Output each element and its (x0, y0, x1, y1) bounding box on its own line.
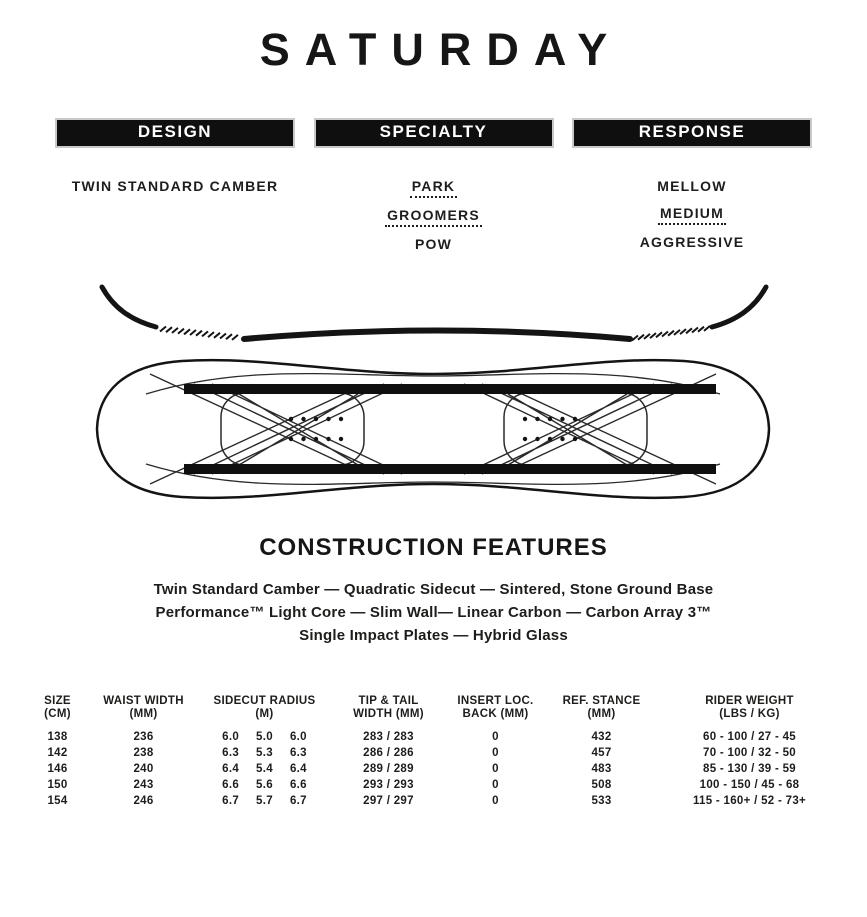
cell-rider-weight: 115 - 160+ / 52 - 73+ (692, 795, 807, 807)
cell-size: 138 (47, 731, 68, 743)
specialty-header-bar: SPECIALTY (314, 118, 554, 148)
board-diagrams (89, 280, 779, 508)
cell-waist-width: 243 (133, 779, 154, 791)
snowboard-top-view-diagram (94, 352, 774, 508)
cell-insert-back: 0 (492, 779, 499, 791)
cell-ref-stance: 432 (591, 731, 612, 743)
design-column (55, 118, 295, 254)
cell-waist-width: 236 (133, 731, 154, 743)
construction-features-section (0, 534, 867, 647)
header-waist-width: WAIST WIDTH (MM) (103, 695, 184, 720)
design-value: TWIN STANDARD CAMBER (71, 178, 279, 194)
camber-side-profile-diagram (94, 280, 774, 346)
construction-line-1: Twin Standard Camber — Quadratic Sidecut — Sintered, Stone Ground Base (153, 581, 714, 598)
cell-size: 150 (47, 779, 68, 791)
header-insert-loc-back: INSERT LOC. BACK (MM) (457, 695, 534, 720)
cell-waist-width: 246 (133, 795, 154, 807)
cell-rider-weight: 85 - 130 / 39 - 59 (703, 763, 796, 775)
table-row (28, 761, 840, 777)
cell-size: 154 (47, 795, 68, 807)
cell-sidecut: 6.0 5.0 6.0 (222, 731, 307, 743)
construction-features-heading: CONSTRUCTION FEATURES (259, 534, 608, 561)
cell-waist-width: 238 (133, 747, 154, 759)
cell-tip-tail: 283 / 283 (363, 731, 414, 743)
header-sidecut-radius: SIDECUT RADIUS (M) (213, 695, 316, 720)
cell-size: 142 (47, 747, 68, 759)
header-tip-tail-width: TIP & TAIL WIDTH (MM) (353, 695, 424, 720)
cell-insert-back: 0 (492, 763, 499, 775)
response-item-aggressive: AGGRESSIVE (639, 234, 745, 250)
table-row (28, 793, 840, 809)
cell-ref-stance: 457 (591, 747, 612, 759)
cell-tip-tail: 297 / 297 (363, 795, 414, 807)
cell-rider-weight: 60 - 100 / 27 - 45 (703, 731, 796, 743)
attribute-columns (0, 118, 867, 254)
table-row (28, 729, 840, 745)
header-rider-weight: RIDER WEIGHT (LBS / KG) (705, 695, 794, 720)
specialty-item-park: PARK (410, 178, 457, 198)
header-ref-stance: REF. STANCE (MM) (562, 695, 641, 720)
construction-line-2: Performance™ Light Core — Slim Wall— Linear Carbon — Carbon Array 3™ (155, 604, 712, 621)
cell-insert-back: 0 (492, 747, 499, 759)
cell-rider-weight: 100 - 150 / 45 - 68 (699, 779, 800, 791)
response-column (572, 118, 812, 254)
cell-sidecut: 6.7 5.7 6.7 (222, 795, 307, 807)
cell-ref-stance: 483 (591, 763, 612, 775)
spec-table-header-row (28, 693, 840, 729)
cell-tip-tail: 286 / 286 (363, 747, 414, 759)
table-row (28, 777, 840, 793)
specialty-column (314, 118, 554, 254)
design-header-bar: DESIGN (55, 118, 295, 148)
cell-rider-weight: 70 - 100 / 32 - 50 (703, 747, 796, 759)
cell-ref-stance: 533 (591, 795, 612, 807)
size-spec-table (28, 693, 840, 809)
specialty-item-pow: POW (414, 236, 453, 252)
cell-insert-back: 0 (492, 795, 499, 807)
cell-waist-width: 240 (133, 763, 154, 775)
cell-size: 146 (47, 763, 68, 775)
specialty-item-groomers: GROOMERS (385, 207, 482, 227)
cell-insert-back: 0 (492, 731, 499, 743)
cell-tip-tail: 293 / 293 (363, 779, 414, 791)
response-item-medium: MEDIUM (658, 205, 726, 225)
header-size: SIZE (CM) (44, 695, 71, 720)
cell-sidecut: 6.6 5.6 6.6 (222, 779, 307, 791)
cell-sidecut: 6.3 5.3 6.3 (222, 747, 307, 759)
page-title: SATURDAY (259, 24, 623, 75)
response-item-mellow: MELLOW (657, 178, 727, 194)
construction-line-3: Single Impact Plates — Hybrid Glass (299, 627, 568, 644)
cell-tip-tail: 289 / 289 (363, 763, 414, 775)
cell-ref-stance: 508 (591, 779, 612, 791)
response-header-bar: RESPONSE (572, 118, 812, 148)
cell-sidecut: 6.4 5.4 6.4 (222, 763, 307, 775)
table-row (28, 745, 840, 761)
